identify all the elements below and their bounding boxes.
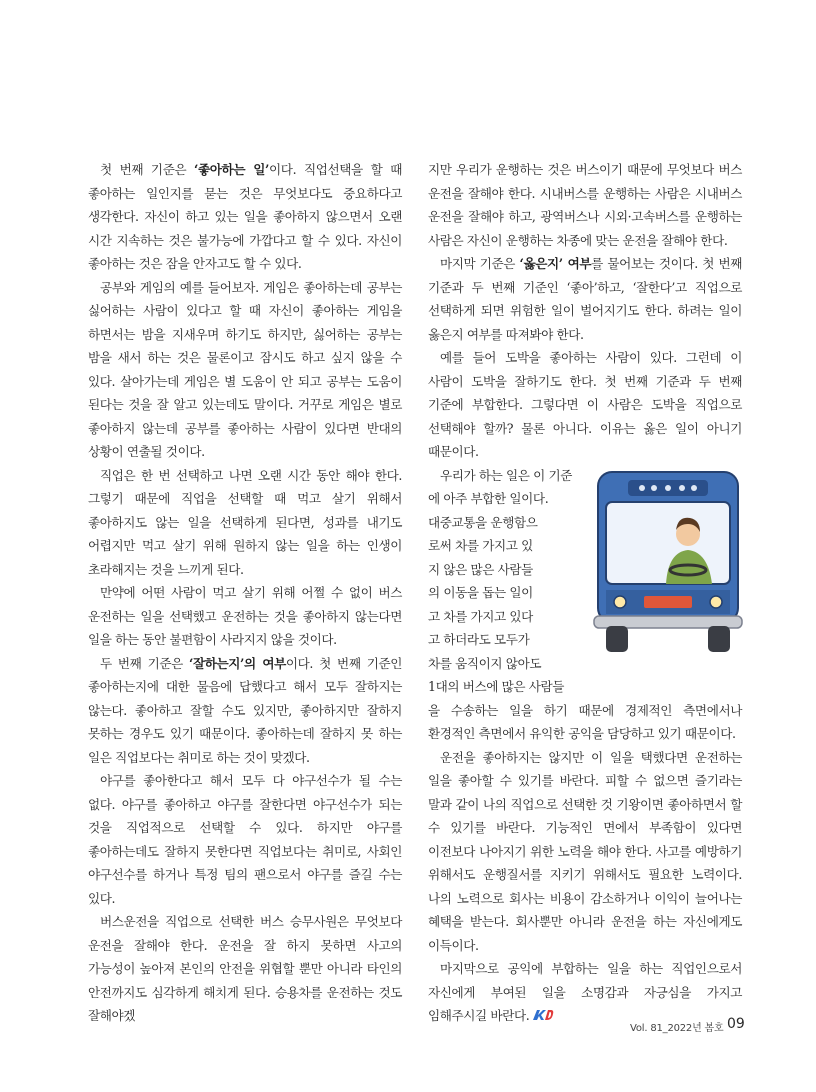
paragraph-third-criterion: 마지막 기준은 ‘옳은지’ 여부를 물어보는 것이다. 첫 번째 기준과 두 번째 기준인 ‘좋아’하고, ‘잘한다’고 직업으로 선택하게 되면 위험한 일이 벌어지기도 한다. 하려는 일이 옳은지 여부를 따져봐야 한다. <box>428 256 743 342</box>
paragraph-study-game: 공부와 게임의 예를 들어보자. 게임은 좋아하는데 공부는 싫어하는 사람이 있다고 할 때 자신이 좋아하는 게임을 하면서는 밤을 지새우며 하기도 하지만, 싫어하는 공부는 밤을 새서 하는 것은 물론이고 잠시도 하고 싶지 않을 수 있다. 살아가는데 게임은 별 도움이 안 되고 공부는 도움이 된다는 것을 잘 알고 있는데도 말이다. 거꾸로 게임은 별로 좋아하지 않는데 공부를 좋아하는 사람이 있다면 반대의 상황이 연출될 것이다. <box>88 279 402 459</box>
issue-label: Vol. 81_2022년 봄호 <box>630 1023 724 1034</box>
paragraph-first-criterion: 첫 번째 기준은 ‘좋아하는 일’이다. 직업선택을 할 때 좋아하는 일인지를 묻는 것은 무엇보다도 중요하다고 생각한다. 자신이 하고 있는 일을 좋아하지 않으면서 오랜 시간 지속하는 것은 불가능에 가깝다고 할 수 있다. 자신이 좋아하는 것은 잠을 안자고도 할 수 있다. <box>88 162 402 271</box>
emphasis-right: ‘옳은지’ 여부 <box>519 256 592 271</box>
paragraph-public-interest-wrapped: 우리가 하는 일은 이 기준 에 아주 부합한 일이다. 대중교통을 운행함으 로써 차를 가지고 있 지 않은 많은 사람들 의 이동을 돕는 일이 고 차를 가지고 있다 고 하더라도 모두가 차를 움직이지 않아도 1대의 버스에 많은 사람들 <box>428 467 573 694</box>
paragraph-effort: 운전을 좋아하지는 않지만 이 일을 택했다면 운전하는 일을 좋아할 수 있기를 바란다. 피할 수 없으면 즐기라는 말과 같이 나의 직업으로 선택한 것 기왕이면 좋아하면서 할 수 있기를 바란다. 기능적인 면에서 부족함이 있다면 이전보다 나아지기 위한 노력을 해야 한다. 사고를 예방하기 위해서도 운행질서를 지키기 위해서도 필요한 노력이다. 나의 노력으로 회사는 비용이 감소하거나 이익이 늘어나는 혜택을 받는다. 회사뿐만 아니라 운전을 하는 자신에게도 이득이다. <box>428 749 742 953</box>
page-number: 09 <box>727 1016 745 1032</box>
paragraph-closing: 마지막으로 공익에 부합하는 일을 하는 직업인으로서 자신에게 부여된 일을 소명감과 자긍심을 가지고 임해주시길 바란다. <box>428 961 742 1023</box>
magazine-logo-icon <box>532 1009 554 1021</box>
emphasis-skill: ‘잘하는지’의 여부 <box>189 655 286 671</box>
bus-driver-illustration <box>592 470 744 656</box>
paragraph-gambling: 예를 들어 도박을 좋아하는 사람이 있다. 그런데 이 사람이 도박을 잘하기도 한다. 첫 번째 기준과 두 번째 기준에 부합한다. 그렇다면 이 사람은 도박을 직업으로 선택해야 할까? 물론 아니다. 이유는 옳은 일이 아니기 때문이다. <box>428 350 742 459</box>
paragraph-baseball: 야구를 좋아한다고 해서 모두 다 야구선수가 될 수는 없다. 야구를 좋아하고 야구를 잘한다면 야구선수가 되는 것을 직업적으로 선택할 수 있다. 하지만 야구를 좋아하는데도 잘하지 못한다면 직업보다는 취미로, 사회인 야구선수를 하거나 특정 팀의 팬으로서 야구를 즐길 수는 있다. <box>88 773 402 906</box>
left-column <box>88 158 402 1028</box>
paragraph-public-interest-rest: 을 수송하는 일을 하기 때문에 경제적인 측면에서나 환경적인 측면에서 유익한 공익을 담당하고 있기 때문이다. <box>428 702 742 741</box>
emphasis-likes: ‘좋아하는 일’ <box>194 162 270 177</box>
paragraph-second-criterion: 두 번째 기준은 ‘잘하는지’의 여부이다. 첫 번째 기준인 좋아하는지에 대한 물음에 답했다고 해서 모두 잘하지는 않는다. 좋아하고 잘할 수도 있지만, 좋아하지만 잘하지 못하는 경우도 있기 때문이다. 좋아하는데 잘하지 못 하는 일은 직업보다는 취미로 하는 것이 맞겠다. <box>88 655 403 765</box>
paragraph-bus-example: 만약에 어떤 사람이 먹고 살기 위해 어쩔 수 없이 버스 운전하는 일을 선택했고 운전하는 것을 좋아하지 않는다면 일을 하는 동안 불편함이 사라지지 않을 것이다. <box>88 585 402 647</box>
paragraph-bus-driving-continued: 지만 우리가 운행하는 것은 버스이기 때문에 무엇보다 버스 운전을 잘해야 한다. 시내버스를 운행하는 사람은 시내버스 운전을 잘해야 하고, 광역버스나 시외·고속버스를 운행하는 사람은 자신이 운행하는 차종에 맞는 운전을 잘해야 한다. <box>428 162 742 248</box>
paragraph-long-term-job: 직업은 한 번 선택하고 나면 오랜 시간 동안 해야 한다. 그렇기 때문에 직업을 선택할 때 먹고 살기 위해서 좋아하지도 않는 일을 선택하게 된다면, 성과를 내기도 어렵지만 먹고 살기 위해 원하지 않는 일을 하는 인생이 초라해지는 것을 느끼게 된다. <box>88 467 402 577</box>
paragraph-bus-driver: 버스운전을 직업으로 선택한 버스 승무사원은 무엇보다 운전을 잘해야 한다. 운전을 잘 하지 못하면 사고의 가능성이 높아져 본인의 안전을 위협할 뿐만 아니라 타인의 안전까지도 심각하게 해치게 된다. 승용차를 운전하는 것도 잘해야겠 <box>88 914 402 1023</box>
